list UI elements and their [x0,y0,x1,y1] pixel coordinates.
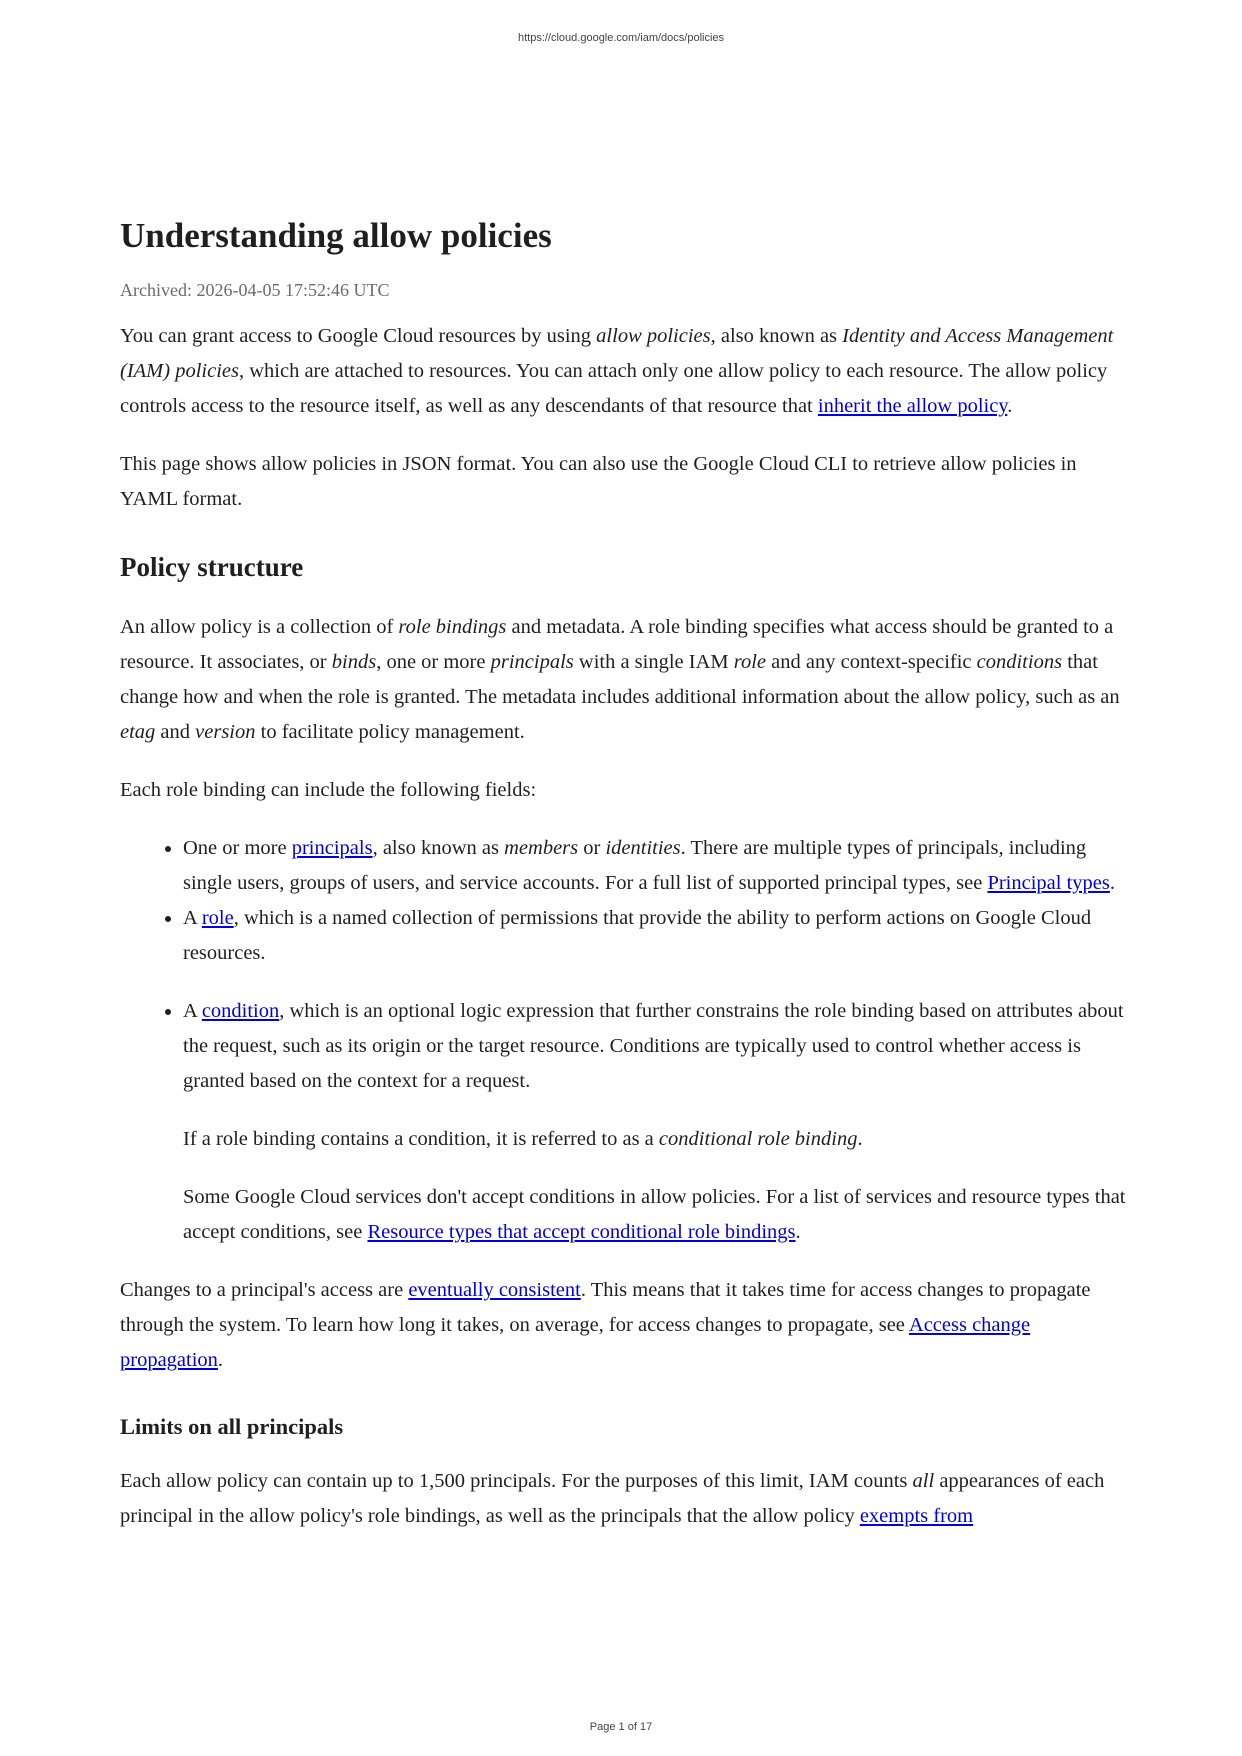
text-run: , also known as [372,837,505,859]
section-heading-policy-structure: Policy structure [120,552,304,582]
list-item-condition [183,994,1135,1250]
emphasized-text: allow policies [596,325,711,347]
text-run: You can grant access to Google Cloud resources by using [120,325,597,347]
article [120,212,1135,1557]
intro-paragraph [120,319,1135,424]
page-number: Page 1 of 17 [589,1721,653,1733]
inline-link[interactable]: Principal types [987,872,1110,894]
emphasized-text: principals [490,651,574,673]
body-paragraph [120,610,1135,750]
text-run: . [857,1128,863,1150]
list-item-paragraph [183,1180,1135,1250]
inline-link[interactable]: condition [201,1000,280,1022]
text-run: Each role binding can include the following fields: [120,779,537,801]
text-run: to facilitate policy management. [255,721,525,743]
text-run: . [795,1221,801,1243]
list-item-role [183,901,1135,971]
list-item-paragraph [183,1122,1135,1157]
text-run: and [155,721,196,743]
inline-link[interactable]: eventually consistent [408,1279,581,1301]
text-run: Some Google Cloud services don't accept conditions in allow policies. For a list of services and resource types that accept conditions, see [183,1186,1126,1243]
inline-link[interactable]: role [201,907,234,929]
emphasized-text: identities [605,837,681,859]
emphasized-text: conditional role binding [658,1128,858,1150]
section-heading-limits: Limits on all principals [120,1414,344,1439]
list-item-principals [183,831,1135,901]
emphasized-text: etag [120,721,156,743]
text-run: . [217,1349,224,1371]
text-run: A [183,1000,202,1022]
text-run: If a role binding contains a condition, it is referred to as a [183,1128,659,1150]
text-run: that change how and when the role is granted. The metadata includes additional information about the allow policy, such as an [120,651,1120,708]
intro-paragraph [120,447,1135,517]
emphasized-text: Identity and Access Management (IAM) policies [120,325,1114,382]
inline-link[interactable]: Resource types that accept conditional role bindings [367,1221,796,1243]
list-item-paragraph [183,994,1135,1099]
text-run: and any context-specific [766,651,977,673]
text-run: One or more [183,837,292,859]
text-run: , which is a named collection of permissions that provide the ability to perform actions on Google Cloud resources. [183,907,1092,964]
text-run: , which is an optional logic expression that further constrains the role binding based on attributes about the request, such as its origin or the target resource. Conditions are typically used to control whether access is granted based on the context for a request. [183,1000,1124,1092]
text-run: This page shows allow policies in JSON format. You can also use the Google Cloud CLI to retrieve allow policies in YAML format. [120,453,1077,510]
text-run: An allow policy is a collection of [120,616,399,638]
text-run: and metadata. A role binding specifies what access should be granted to a resource. It associates, or [120,616,1114,673]
text-run: A [183,907,202,929]
inline-link[interactable]: principals [291,837,373,859]
emphasized-text: conditions [976,651,1063,673]
page-url: https://cloud.google.com/iam/docs/policies [517,32,725,44]
text-run: . [1109,872,1115,894]
text-run: Each allow policy can contain up to 1,500 principals. For the purposes of this limit, IAM counts [120,1470,913,1492]
emphasized-text: all [912,1470,935,1492]
text-run: , also known as [710,325,843,347]
body-paragraph [120,773,1135,808]
text-run: or [578,837,606,859]
body-paragraph [120,1273,1135,1378]
text-run: . This means that it takes time for access changes to propagate through the system. To learn how long it takes, on average, for access changes to propagate, see [120,1279,1091,1336]
emphasized-text: role bindings [398,616,507,638]
text-run: . There are multiple types of principals, including single users, groups of users, and service accounts. For a full list of supported principal types, see [183,837,1087,894]
archived-timestamp: Archived: 2026-04-05 17:52:46 UTC [120,280,390,300]
emphasized-text: members [504,837,579,859]
text-run: with a single IAM [573,651,734,673]
text-run: Changes to a principal's access are [120,1279,409,1301]
page-title: Understanding allow policies [120,216,552,255]
text-run: , which are attached to resources. You can attach only one allow policy to each resource. The allow policy controls access to the resource itself, as well as any descendants of that resource that [120,360,1108,417]
emphasized-text: role [733,651,767,673]
inline-link[interactable]: Access change propagation [120,1314,1031,1371]
emphasized-text: binds [331,651,377,673]
inline-link[interactable]: exempts from [859,1505,974,1527]
body-paragraph [120,1464,1135,1534]
emphasized-text: version [195,721,256,743]
inline-link[interactable]: inherit the allow policy [817,395,1008,417]
text-run: . [1007,395,1013,417]
role-binding-fields-list [120,831,1135,1250]
text-run: appearances of each principal in the allow policy's role bindings, as well as the principals that the allow policy [120,1470,1105,1527]
text-run: , one or more [376,651,491,673]
